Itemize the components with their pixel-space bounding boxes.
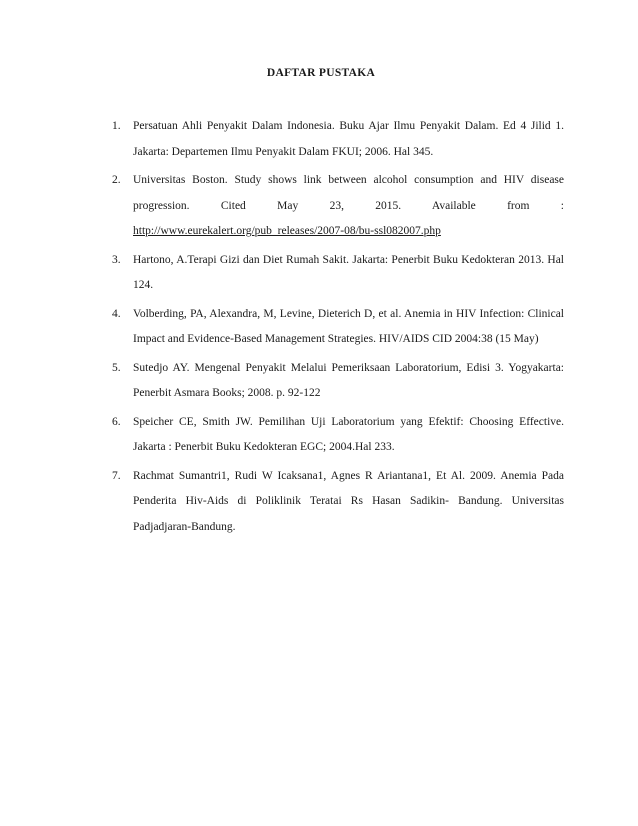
reference-number: 2. xyxy=(112,174,121,186)
reference-number: 5. xyxy=(112,361,121,374)
reference-number: 1. xyxy=(112,120,121,132)
reference-item-4 xyxy=(112,302,564,353)
reference-text-line: progression. Cited May 23, 2015. Available from : xyxy=(133,199,564,212)
reference-item-6 xyxy=(112,410,564,461)
reference-text: Persatuan Ahli Penyakit Dalam Indonesia. Buku Ajar Ilmu Penyakit Dalam. Ed 4 Jilid 1. Jakarta: Departemen Ilmu Penyakit Dalam FKUI; 2006. Hal 345. xyxy=(133,120,564,158)
reference-text-line: Universitas Boston. Study shows link between alcohol consumption and HIV disease xyxy=(133,174,564,186)
page-title: DAFTAR PUSTAKA xyxy=(266,67,376,79)
reference-number: 4. xyxy=(112,307,121,320)
reference-list xyxy=(112,114,564,543)
reference-item-5 xyxy=(112,356,564,407)
reference-text: Speicher CE, Smith JW. Pemilihan Uji Laboratorium yang Efektif: Choosing Effective. Jakarta : Penerbit Buku Kedokteran EGC; 2004.Hal 233. xyxy=(133,415,564,453)
reference-link[interactable]: http://www.eurekalert.org/pub_releases/2007-08/bu-ssl082007.php xyxy=(133,225,441,237)
reference-number: 3. xyxy=(112,253,121,266)
reference-item-3 xyxy=(112,248,564,299)
reference-text: Volberding, PA, Alexandra, M, Levine, Dieterich D, et al. Anemia in HIV Infection: Clinical Impact and Evidence-Based Management Strategies. HIV/AIDS CID 2004:38 (15 May) xyxy=(133,307,564,345)
reference-item-7 xyxy=(112,464,564,541)
reference-item-2 xyxy=(112,168,564,245)
reference-item-1 xyxy=(112,114,564,165)
reference-number: 6. xyxy=(112,415,121,428)
reference-text: Hartono, A.Terapi Gizi dan Diet Rumah Sakit. Jakarta: Penerbit Buku Kedokteran 2013. Hal 124. xyxy=(133,253,564,291)
reference-text: Rachmat Sumantri1, Rudi W Icaksana1, Agnes R Ariantana1, Et Al. 2009. Anemia Pada Penderita Hiv-Aids di Poliklinik Teratai Rs Hasan Sadikin- Bandung. Universitas Padjadjaran-Bandung. xyxy=(133,469,564,533)
reference-number: 7. xyxy=(112,469,121,482)
reference-text: Sutedjo AY. Mengenal Penyakit Melalui Pemeriksaan Laboratorium, Edisi 3. Yogyakarta: Penerbit Asmara Books; 2008. p. 92-122 xyxy=(133,361,564,399)
